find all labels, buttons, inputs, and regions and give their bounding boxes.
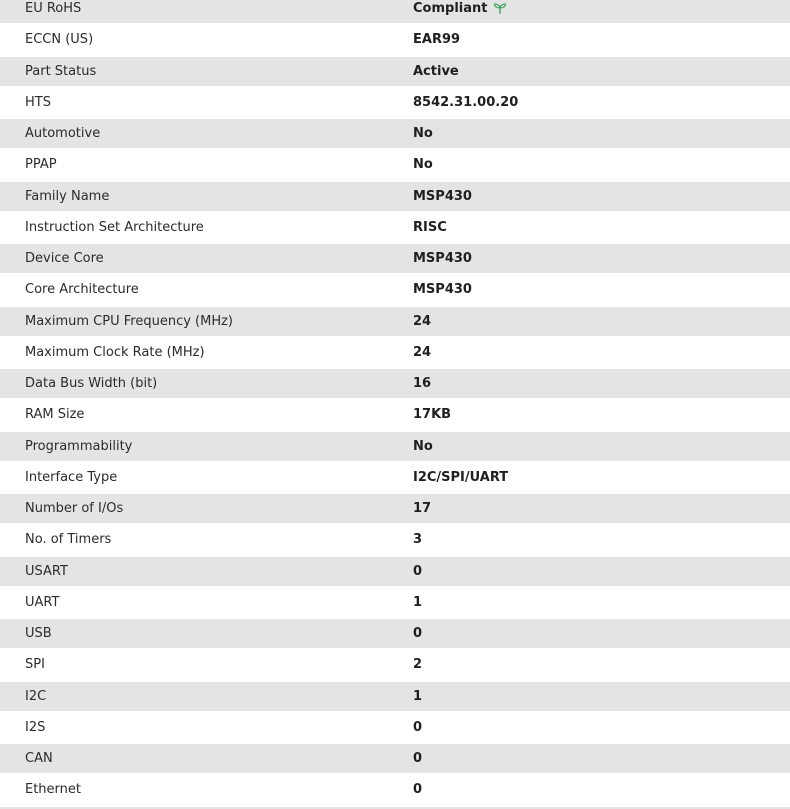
spec-row-core-architecture	[0, 275, 790, 306]
spec-value: 24	[413, 344, 432, 360]
spec-row-isa	[0, 213, 790, 244]
spec-row-device-core	[0, 244, 790, 275]
spec-row-ethernet	[0, 775, 790, 806]
spec-label: No. of Timers	[25, 532, 112, 548]
spec-label: CAN	[25, 751, 53, 767]
spec-row-timers	[0, 525, 790, 556]
spec-value: 1	[413, 688, 423, 704]
spec-label: Number of I/Os	[25, 501, 124, 517]
spec-value: No	[413, 126, 433, 142]
spec-label: Family Name	[25, 188, 110, 204]
spec-label: I2S	[25, 719, 46, 735]
spec-label: RAM Size	[25, 407, 85, 423]
spec-label: Programmability	[25, 438, 133, 454]
spec-value: No	[413, 438, 433, 454]
spec-row-hts	[0, 88, 790, 119]
spec-label: I2C	[25, 688, 47, 704]
spec-row-usb	[0, 619, 790, 650]
spec-value: 0	[413, 751, 423, 767]
spec-value: Compliant	[413, 1, 488, 17]
spec-label: USART	[25, 563, 68, 579]
leaf-icon	[493, 3, 507, 15]
spec-row-programmability	[0, 432, 790, 463]
spec-value: 3	[413, 532, 423, 548]
spec-row-automotive	[0, 119, 790, 150]
spec-label: Instruction Set Architecture	[25, 219, 204, 235]
spec-label: Automotive	[25, 126, 101, 142]
spec-label: PPAP	[25, 157, 57, 173]
spec-value: MSP430	[413, 282, 472, 298]
spec-row-eccn	[0, 25, 790, 56]
spec-label: Maximum Clock Rate (MHz)	[25, 344, 205, 360]
spec-row-eu-rohs	[0, 0, 790, 25]
spec-row-ppap	[0, 150, 790, 181]
spec-row-i2s	[0, 713, 790, 744]
spec-value: 16	[413, 376, 432, 392]
spec-value-container	[413, 1, 790, 16]
spec-row-part-status	[0, 57, 790, 88]
spec-value: 8542.31.00.20	[413, 94, 519, 110]
spec-row-max-clock-rate	[0, 338, 790, 369]
spec-value: I2C/SPI/UART	[413, 469, 509, 485]
spec-row-spi	[0, 650, 790, 681]
spec-value: 2	[413, 657, 423, 673]
spec-row-interface-type	[0, 463, 790, 494]
spec-label: HTS	[25, 94, 51, 110]
spec-row-max-cpu-frequency	[0, 307, 790, 338]
spec-label: ECCN (US)	[25, 32, 94, 48]
spec-value: RISC	[413, 219, 447, 235]
spec-value: Active	[413, 63, 459, 79]
spec-label: Part Status	[25, 63, 97, 79]
spec-row-ram-size	[0, 400, 790, 431]
spec-row-number-of-ios	[0, 494, 790, 525]
spec-label: Device Core	[25, 251, 104, 267]
spec-row-family-name	[0, 182, 790, 213]
spec-value: 0	[413, 782, 423, 798]
spec-label: EU RoHS	[25, 1, 82, 17]
spec-value: 1	[413, 594, 423, 610]
spec-row-i2c	[0, 682, 790, 713]
spec-value: MSP430	[413, 188, 472, 204]
spec-value: 0	[413, 563, 423, 579]
spec-row-data-bus-width	[0, 369, 790, 400]
spec-value: EAR99	[413, 32, 461, 48]
spec-label: USB	[25, 626, 52, 642]
spec-row-can	[0, 744, 790, 775]
spec-value: No	[413, 157, 433, 173]
spec-label: Core Architecture	[25, 282, 139, 298]
spec-label: Ethernet	[25, 782, 81, 798]
spec-row-usart	[0, 557, 790, 588]
spec-value: 17	[413, 501, 432, 517]
spec-value: 24	[413, 313, 432, 329]
spec-value: 0	[413, 626, 423, 642]
spec-label: Maximum CPU Frequency (MHz)	[25, 313, 233, 329]
spec-label: Data Bus Width (bit)	[25, 376, 158, 392]
spec-value: 0	[413, 719, 423, 735]
spec-label: SPI	[25, 657, 45, 673]
spec-label: UART	[25, 594, 60, 610]
spec-value: 17KB	[413, 407, 452, 423]
spec-label: Interface Type	[25, 469, 118, 485]
spec-value: MSP430	[413, 251, 472, 267]
spec-row-uart	[0, 588, 790, 619]
